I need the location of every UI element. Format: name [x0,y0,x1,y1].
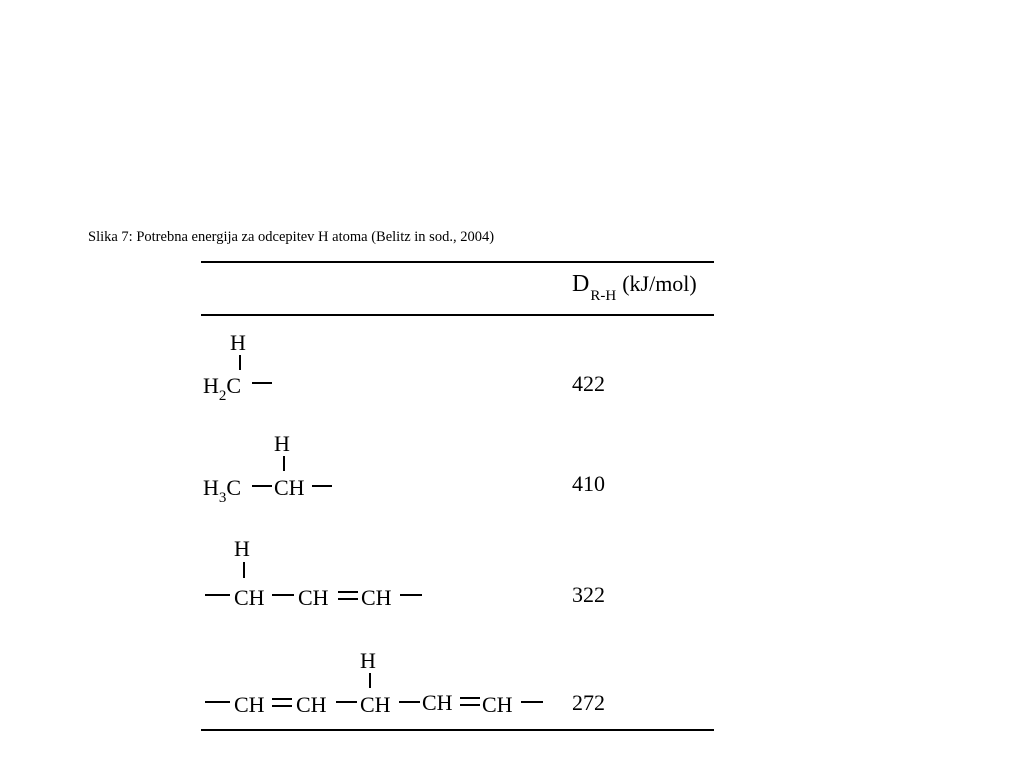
single-bond [336,701,357,703]
single-bond [252,382,272,384]
single-bond [399,701,420,703]
table-bottom-rule [201,729,714,731]
single-bond [243,562,245,578]
group-ch: CH [234,585,265,610]
double-bond-lower [460,704,480,706]
header-unit: (kJ/mol) [622,271,697,296]
single-bond [205,594,230,596]
bond-energy-value: 322 [572,582,605,607]
group-ch: CH [482,692,513,717]
group-ch: CH [234,692,265,717]
bond-energy-value: 422 [572,371,605,396]
header-subscript: R-H [590,288,617,304]
double-bond-lower [338,598,358,600]
single-bond [239,355,241,370]
bond-energy-value: 272 [572,690,605,715]
bond-energy-value: 410 [572,471,605,496]
single-bond [272,594,294,596]
single-bond [205,701,230,703]
single-bond [252,485,272,487]
single-bond [369,673,371,688]
group-ch: CH [422,690,453,715]
group-ch: CH [298,585,329,610]
double-bond-lower [272,705,292,707]
atom-h: H [234,536,250,561]
single-bond [312,485,332,487]
group-ch: CH [296,692,327,717]
double-bond-upper [338,591,358,593]
group-h2c: $H_2C$ [203,373,242,404]
group-ch: CH [274,475,305,500]
column-header [572,271,697,304]
double-bond-upper [460,697,480,699]
header-symbol: D [572,271,590,297]
single-bond [521,701,543,703]
group-ch: CH [361,585,392,610]
atom-h: H [360,648,376,673]
single-bond [400,594,422,596]
single-bond [283,456,285,471]
table-header-rule [201,314,714,316]
group-h3c: $H_3C$ [203,475,242,506]
double-bond-upper [272,698,292,700]
atom-h: H [274,431,290,456]
atom-h: H [230,330,246,355]
group-ch: CH [360,692,391,717]
figure-caption: Slika 7: Potrebna energija za odcepitev H atoma (Belitz in sod., 2004) [88,229,495,245]
table-top-rule [201,261,714,263]
